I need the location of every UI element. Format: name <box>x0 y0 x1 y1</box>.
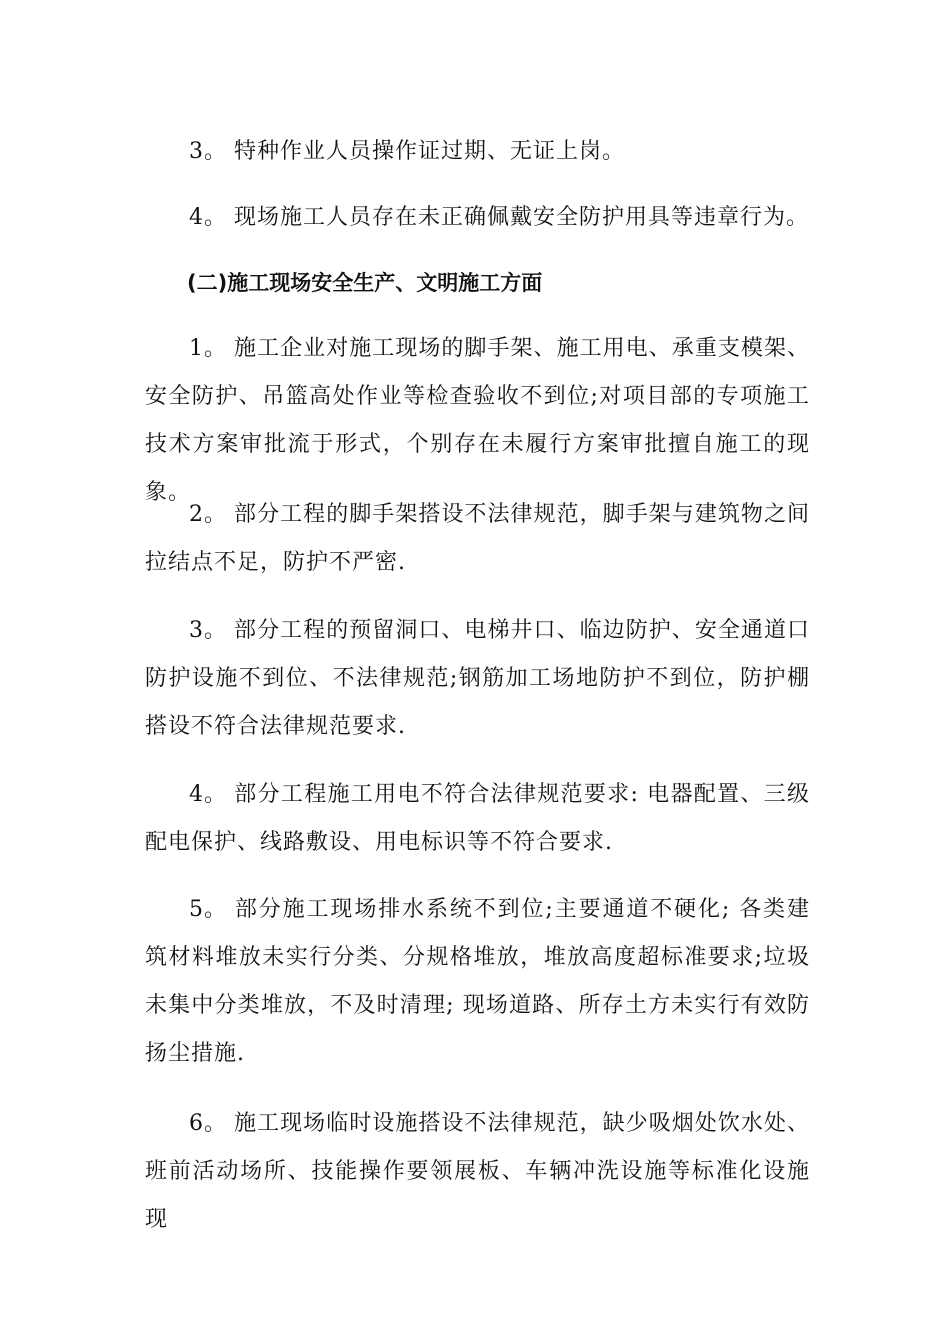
section-heading: (二)施工现场安全生产、文明施工方面 <box>187 271 543 295</box>
list-item-b-5 <box>145 886 810 1078</box>
item-text: 部分工程施工用电不符合法律规范要求: 电器配置、三级配电保护、线路敷设、用电标识等不符合要求. <box>145 782 810 855</box>
item-text: 部分施工现场排水系统不到位;主要通道不硬化; 各类建筑材料堆放未实行分类、分规格堆放，堆放高度超标准要求;垃圾未集中分类堆放，不及时清理; 现场道路、所存土方未实行有效防扬尘措施. <box>145 897 810 1066</box>
list-item-b-6 <box>145 1100 810 1244</box>
item-text: 部分工程的预留洞口、电梯井口、临边防护、安全通道口防护设施不到位、不法律规范;钢筋加工场地防护不到位，防护棚搭设不符合法律规范要求. <box>145 618 810 739</box>
item-number: 6。 <box>189 1111 227 1136</box>
item-text: 部分工程的脚手架搭设不法律规范，脚手架与建筑物之间拉结点不足，防护不严密. <box>145 502 810 575</box>
item-number: 4。 <box>189 782 227 807</box>
list-item-b-3 <box>145 607 810 751</box>
list-item-a-4 <box>145 194 810 242</box>
list-item-b-1 <box>145 325 810 517</box>
item-number: 3。 <box>189 139 227 164</box>
item-number: 2。 <box>189 502 227 527</box>
item-number: 5。 <box>189 897 227 922</box>
item-text: 施工企业对施工现场的脚手架、施工用电、承重支模架、安全防护、吊篮高处作业等检查验收不到位;对项目部的专项施工技术方案审批流于形式，个别存在未履行方案审批擅自施工的现象。 <box>145 336 810 505</box>
list-item-b-4 <box>145 771 810 867</box>
item-text: 施工现场临时设施搭设不法律规范，缺少吸烟处饮水处、班前活动场所、技能操作要领展板、车辆冲洗设施等标准化设施现 <box>145 1111 810 1232</box>
item-number: 1。 <box>189 336 227 361</box>
item-text: 现场施工人员存在未正确佩戴安全防护用具等违章行为。 <box>234 205 810 230</box>
list-item-a-3 <box>145 128 810 176</box>
list-item-b-2 <box>145 491 810 587</box>
item-text: 特种作业人员操作证过期、无证上岗。 <box>234 139 626 164</box>
item-number: 4。 <box>189 205 227 230</box>
item-number: 3。 <box>189 618 227 643</box>
